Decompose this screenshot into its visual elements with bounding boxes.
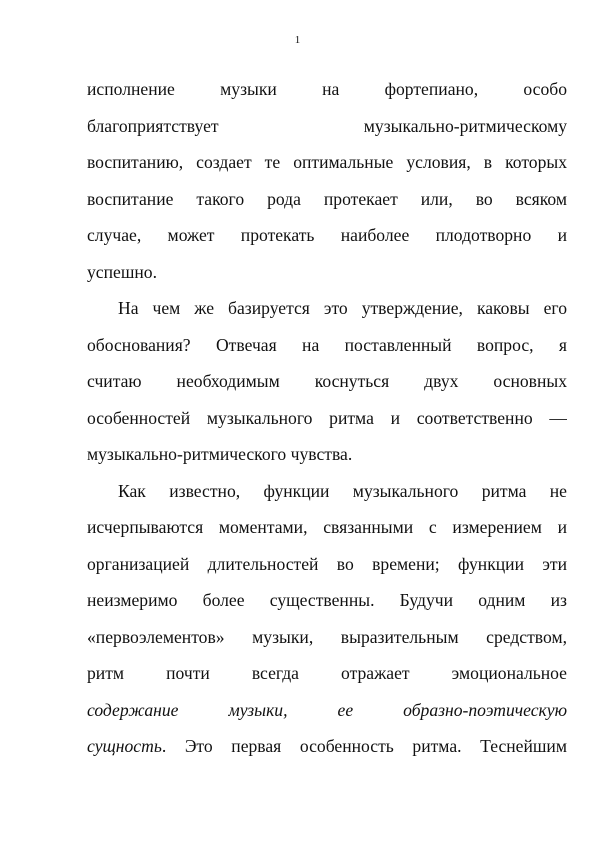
- italic-text-line: [87, 692, 567, 729]
- text-segment: . Это первая особенность ритма. Теснейшим: [161, 736, 567, 756]
- italic-text: сущность: [87, 736, 162, 756]
- text-line: музыкально-ритмического чувства.: [87, 444, 353, 464]
- text-line: особенностей музыкального ритма и соответственно —: [87, 407, 567, 428]
- text-line: воспитанию, создает те оптимальные условия, в которых: [87, 152, 567, 172]
- text-line: [87, 728, 567, 765]
- text-line: считаю необходимым коснуться двух основных: [87, 371, 567, 391]
- paragraph-first-line: Как известно, функции музыкального ритма не: [118, 480, 567, 501]
- text-line: неизмеримо более существенны. Будучи одним из: [87, 590, 567, 610]
- text-line: исполнение музыки на фортепиано, особо: [87, 79, 567, 99]
- text-line: успешно.: [87, 261, 157, 282]
- text-line: благоприятствует музыкально-ритмическому: [87, 115, 567, 136]
- text-line: исчерпываются моментами, связанными с измерением и: [87, 517, 567, 537]
- text-line: обоснования? Отвечая на поставленный вопрос, я: [87, 334, 567, 355]
- paragraph-first-line: На чем же базируется это утверждение, каковы его: [118, 298, 567, 318]
- text-line: ритм почти всегда отражает эмоциональное: [87, 663, 567, 683]
- page-number: 1: [294, 34, 301, 46]
- text-line: организацией длительностей во времени; функции эти: [87, 553, 567, 574]
- text-line: «первоэлементов» музыки, выразительным средством,: [87, 626, 567, 647]
- text-line: случае, может протекать наиболее плодотворно и: [87, 225, 567, 245]
- text-line: воспитание такого рода протекает или, во всяком: [87, 188, 567, 209]
- italic-text: содержание музыки, ее образно-поэтическую: [87, 699, 567, 720]
- body-text: [87, 71, 567, 765]
